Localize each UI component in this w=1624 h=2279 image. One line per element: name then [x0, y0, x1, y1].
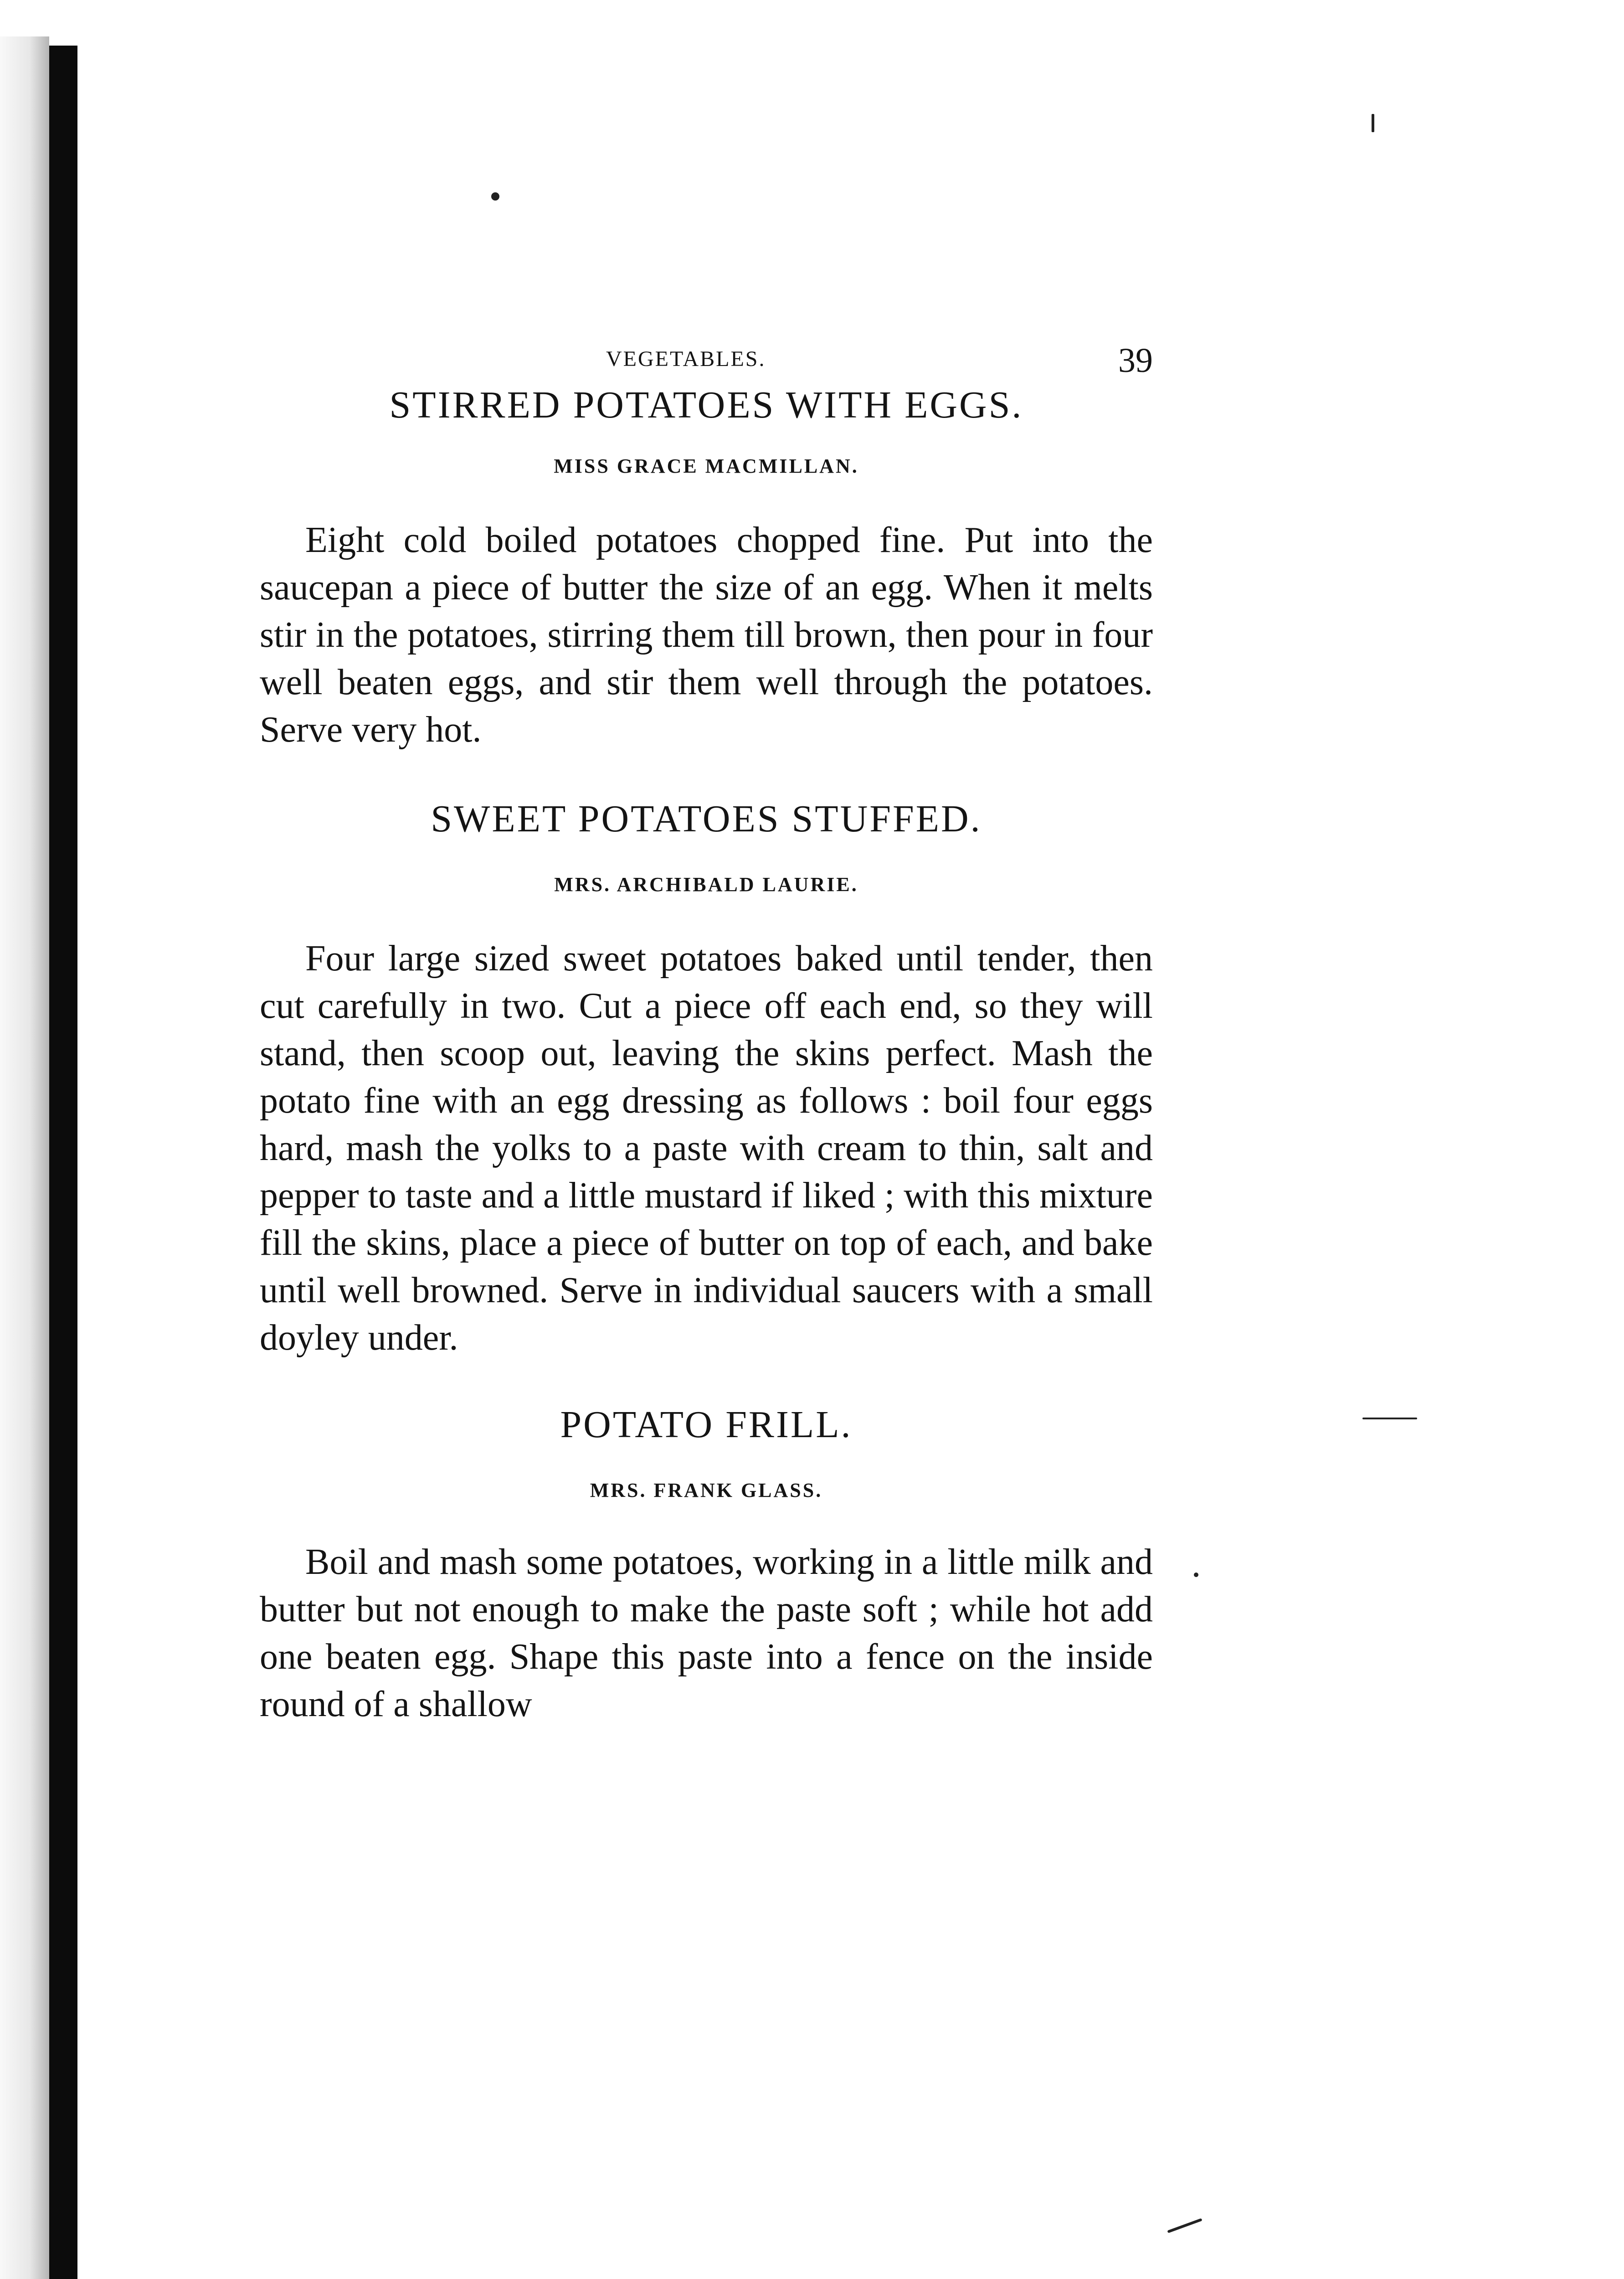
recipe-contributor: MRS. FRANK GLASS.: [590, 1479, 823, 1501]
recipe-title: SWEET POTATOES STUFFED.: [431, 798, 982, 840]
recipe-body: Boil and mash some potatoes, working in a little milk and butter but not enough to make the paste soft ; while hot add one beaten egg. Shape this paste into a fence on the inside round of a shallow: [260, 1542, 1153, 1724]
recipe-body: Four large sized sweet potatoes baked until tender, then cut carefully in two. Cut a piece off each end, so they will stand, then scoop out, leaving the skins perfect. Mash the potato fine with an egg dressing as follows : boil four eggs hard, mash the yolks to a paste with cream to thin, salt and pepper to taste and a little mustard if liked ; with this mixture fill the skins, place a piece of butter on top of each, and bake until well browned. Serve in individual saucers with a small doyley under.: [260, 938, 1153, 1358]
scan-speck: [1372, 114, 1374, 132]
recipe-contributor: MRS. ARCHIBALD LAURIE.: [554, 873, 858, 896]
binding-shadow: [0, 36, 49, 2279]
scan-speck: [1194, 1573, 1198, 1577]
page-number: 39: [1118, 341, 1153, 380]
recipe-contributor: MISS GRACE MACMILLAN.: [554, 455, 859, 477]
scan-speck: [1362, 1418, 1417, 1419]
scan-speck: [491, 192, 499, 201]
section-name: VEGETABLES.: [606, 347, 766, 371]
recipe-body: Eight cold boiled potatoes chopped fine. Put into the saucepan a piece of butter the size of an egg. When it melts stir in the potatoes, stirring them till brown, then pour in four well beaten eggs, and stir them well through the potatoes. Serve very hot.: [260, 520, 1153, 750]
recipe-title: POTATO FRILL.: [560, 1403, 853, 1446]
recipe-title: STIRRED POTATOES WITH EGGS.: [389, 384, 1023, 426]
scan-speck: [1167, 2218, 1202, 2233]
running-head: [260, 337, 1153, 387]
text-column: [260, 337, 1153, 1728]
binding-edge: [49, 46, 77, 2279]
